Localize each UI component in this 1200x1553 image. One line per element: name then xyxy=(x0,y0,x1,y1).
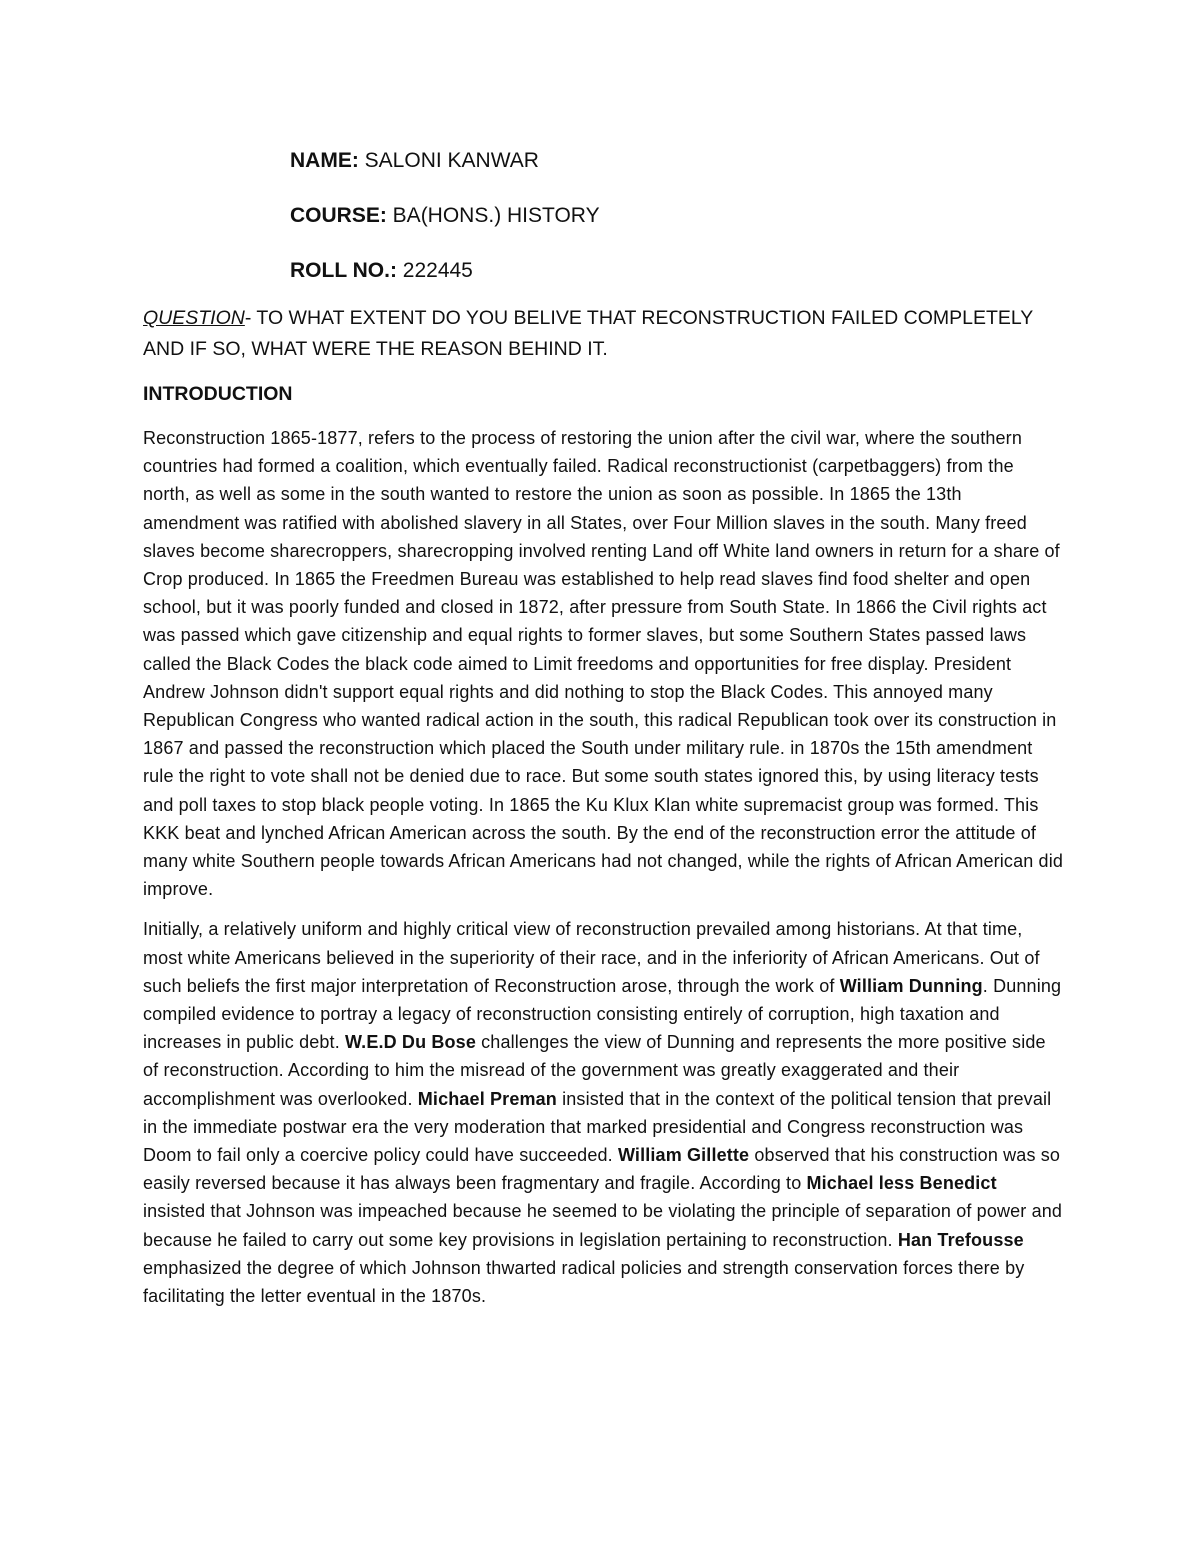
paragraph-text: challenges the view of Dunning and represents the more positive side of reconstruction. According to him the misread of the government was greatly exaggerated and their accomplishment was overlooked. xyxy=(143,1032,1046,1109)
historian-name: Michael Preman xyxy=(417,1088,557,1109)
question-text: - TO WHAT EXTENT DO YOU BELIVE THAT RECONSTRUCTION FAILED COMPLETELY AND IF SO, WHAT WERE THE REASON BEHIND IT. xyxy=(143,307,1033,360)
historian-name: W.E.D Du Bose xyxy=(345,1032,476,1053)
question-paragraph xyxy=(143,303,1063,365)
course-value: BA(HONS.) HISTORY xyxy=(386,204,600,227)
historian-name: William Dunning xyxy=(839,975,983,996)
historian-name: William Gillette xyxy=(617,1145,750,1166)
historian-name: Han Trefousse xyxy=(897,1229,1024,1250)
paragraph-text: emphasized the degree of which Johnson thwarted radical policies and strength conservation forces there by facilitating the letter eventual in the 1870s. xyxy=(143,1257,1025,1307)
question-label: QUESTION xyxy=(143,307,245,329)
document-body xyxy=(143,303,1063,1322)
paragraph-text: . Dunning compiled evidence to portray a legacy of reconstruction consisting entirely of corruption, high taxation and increases in public debt. xyxy=(143,975,1062,1053)
introduction-heading: INTRODUCTION xyxy=(143,383,293,405)
course-line xyxy=(290,201,600,256)
student-info-header xyxy=(290,146,600,311)
introduction-paragraph-1: Reconstruction 1865-1877, refers to the process of restoring the union after the civil war, where the southern countries had formed a coalition, which eventually failed. Radical reconstructionist (carpetbaggers) from the north, as well as some in the south wanted to restore the union as soon as possible. In 1865 the 13th amendment was ratified with abolished slavery in all States, over Four Million slaves in the south. Many freed slaves become sharecroppers, sharecropping involved renting Land off White land owners in return for a share of Crop produced. In 1865 the Freedmen Bureau was established to help read slaves find food shelter and open school, but it was poorly funded and closed in 1872, after pressure from South State. In 1866 the Civil rights act was passed which gave citizenship and equal rights to former slaves, but some Southern States passed laws called the Black Codes the black code aimed to Limit freedoms and opportunities for free display. President Andrew Johnson didn't support equal rights and did nothing to stop the Black Codes. This annoyed many Republican Congress who wanted radical action in the south, this radical Republican took over its construction in 1867 and passed the reconstruction which placed the South under military rule. in 1870s the 15th amendment rule the right to vote shall not be denied due to race. But some south states ignored this, by using literacy tests and poll taxes to stop black people voting. In 1865 the Ku Klux Klan white supremacist group was formed. This KKK beat and lynched African American across the south. By the end of the reconstruction error the attitude of many white Southern people towards African Americans had not changed, while the rights of African American did improve. xyxy=(143,428,1064,900)
paragraph-text: insisted that in the context of the political tension that prevail in the immediate postwar era the very moderation that marked presidential and Congress reconstruction was Doom to fail only a coercive policy could have succeeded. xyxy=(143,1088,1052,1166)
name-value: SALONI KANWAR xyxy=(358,149,539,172)
introduction-paragraph-2 xyxy=(143,915,1063,1310)
historian-name: Michael less Benedict xyxy=(806,1173,997,1194)
name-label: NAME: xyxy=(290,149,359,172)
name-line xyxy=(290,146,600,201)
roll-number-label: ROLL NO.: xyxy=(290,259,397,282)
paragraph-text: insisted that Johnson was impeached because he seemed to be violating the principle of separation of power and because he failed to carry out some key provisions in legislation pertaining to reconstruction. xyxy=(143,1201,1063,1250)
paragraph-text: observed that his construction was so easily reversed because it has always been fragmentary and fragile. According to xyxy=(143,1145,1061,1194)
course-label: COURSE: xyxy=(290,204,387,227)
paragraph-text: Initially, a relatively uniform and highly critical view of reconstruction prevailed among historians. At that time, most white Americans believed in the superiority of their race, and in the inferiority of African Americans. Out of such beliefs the first major interpretation of Reconstruction arose, through the work of xyxy=(143,919,1040,996)
roll-number-value: 222445 xyxy=(396,259,473,282)
